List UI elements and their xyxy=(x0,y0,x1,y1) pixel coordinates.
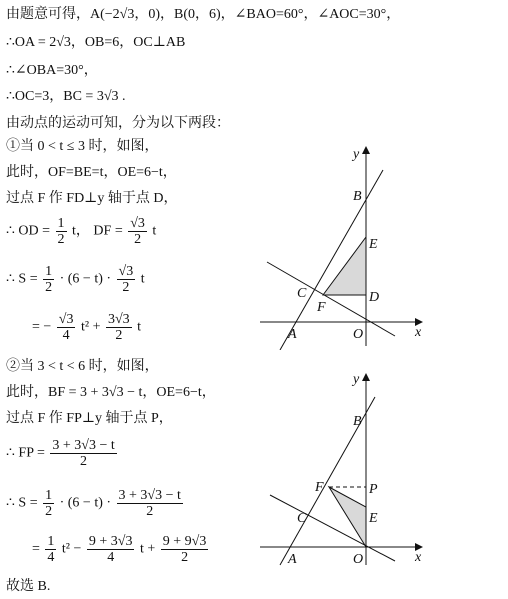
line-ab xyxy=(280,170,383,350)
line-4: ∴OC=3，BC = 3√3 . xyxy=(6,89,126,104)
line-12: ②当 3 < t < 6 时，如图， xyxy=(6,359,159,374)
eq-prefix: = − xyxy=(32,319,52,335)
label-c: C xyxy=(297,286,307,301)
fraction xyxy=(87,534,135,565)
fraction xyxy=(45,534,56,565)
denominator: 2 xyxy=(146,504,154,519)
line-18: 故选 B. xyxy=(6,579,51,594)
label-x: x xyxy=(415,550,422,565)
fraction xyxy=(56,216,67,247)
fraction xyxy=(117,264,136,295)
line-13: 此时，BF = 3 + 3√3 − t，OE=6−t， xyxy=(6,385,216,400)
label-y: y xyxy=(353,147,360,162)
eq-prefix: ∴ S = xyxy=(6,495,38,511)
line-15 xyxy=(6,438,119,469)
denominator: 2 xyxy=(181,550,189,565)
numerator: √3 xyxy=(58,312,74,327)
y-axis-arrow xyxy=(362,146,370,154)
denominator: 4 xyxy=(107,550,115,565)
eq-end: t xyxy=(140,271,145,287)
numerator: √3 xyxy=(118,264,134,279)
line-11 xyxy=(32,312,141,343)
line-6: ①当 0 < t ≤ 3 时，如图， xyxy=(6,139,159,154)
line-2: ∴OA = 2√3，OB=6，OC⊥AB xyxy=(6,35,186,50)
fraction xyxy=(106,312,132,343)
denominator: 2 xyxy=(57,232,65,247)
numerator: 1 xyxy=(45,488,53,503)
denominator: 4 xyxy=(62,328,70,343)
figure-1 xyxy=(255,140,435,350)
label-b: B xyxy=(353,414,362,429)
line-17 xyxy=(32,534,210,565)
eq-mid: t， DF = xyxy=(72,223,123,239)
label-a: A xyxy=(288,552,297,567)
denominator: 2 xyxy=(80,454,88,469)
numerator: 1 xyxy=(57,216,65,231)
line-3: ∴∠OBA=30°， xyxy=(6,63,98,78)
fraction xyxy=(117,488,183,519)
eq-mid: · (6 − t) · xyxy=(59,495,112,511)
eq-mid: t² − xyxy=(61,541,82,557)
denominator: 2 xyxy=(134,232,142,247)
eq-end: t xyxy=(152,223,157,239)
figure-2 xyxy=(255,365,435,575)
label-x: x xyxy=(415,325,422,340)
numerator: 1 xyxy=(47,534,55,549)
numerator: 9 + 3√3 xyxy=(88,534,133,549)
eq-prefix: = xyxy=(32,541,40,557)
label-f: F xyxy=(317,300,326,315)
fraction xyxy=(161,534,209,565)
label-y: y xyxy=(353,372,360,387)
shaded-triangle xyxy=(323,237,366,295)
line-14: 过点 F 作 FP⊥y 轴于点 P， xyxy=(6,411,173,426)
numerator: 9 + 9√3 xyxy=(162,534,207,549)
label-d: D xyxy=(369,290,380,305)
denominator: 2 xyxy=(115,328,123,343)
label-b: B xyxy=(353,189,362,204)
eq-mid: t + xyxy=(139,541,156,557)
line-10 xyxy=(6,264,145,295)
label-f: F xyxy=(315,480,324,495)
numerator: 1 xyxy=(45,264,53,279)
line-7: 此时，OF=BE=t，OE=6−t， xyxy=(6,165,177,180)
line-1: 由题意可得，A(−2√3，0)，B(0，6)，∠BAO=60°，∠AOC=30°， xyxy=(6,7,401,22)
fraction xyxy=(57,312,76,343)
label-a: A xyxy=(288,327,297,342)
label-e: E xyxy=(369,237,378,252)
line-8: 过点 F 作 FD⊥y 轴于点 D， xyxy=(6,191,178,206)
fraction xyxy=(50,438,116,469)
line-16 xyxy=(6,488,185,519)
label-o: O xyxy=(353,327,364,342)
y-axis-arrow xyxy=(362,373,370,381)
line-9 xyxy=(6,216,156,247)
denominator: 2 xyxy=(122,280,130,295)
label-c: C xyxy=(297,511,307,526)
denominator: 2 xyxy=(45,504,53,519)
eq-prefix: ∴ FP = xyxy=(6,445,45,461)
numerator: 3√3 xyxy=(107,312,130,327)
label-e: E xyxy=(369,511,378,526)
eq-prefix: ∴ S = xyxy=(6,271,38,287)
numerator: √3 xyxy=(130,216,145,231)
line-5: 由动点的运动可知，分为以下两段： xyxy=(6,115,230,131)
fraction xyxy=(43,488,54,519)
denominator: 4 xyxy=(47,550,55,565)
fraction xyxy=(128,216,147,247)
fraction xyxy=(43,264,54,295)
label-o: O xyxy=(353,552,364,567)
label-p: P xyxy=(369,482,378,497)
eq-mid: · (6 − t) · xyxy=(59,271,112,287)
shaded-triangle xyxy=(329,487,366,547)
eq-end: t xyxy=(137,319,142,335)
denominator: 2 xyxy=(45,280,53,295)
numerator: 3 + 3√3 − t xyxy=(118,488,181,503)
numerator: 3 + 3√3 − t xyxy=(52,438,115,453)
eq-prefix: ∴ OD = xyxy=(6,223,51,239)
eq-mid: t² + xyxy=(80,319,101,335)
